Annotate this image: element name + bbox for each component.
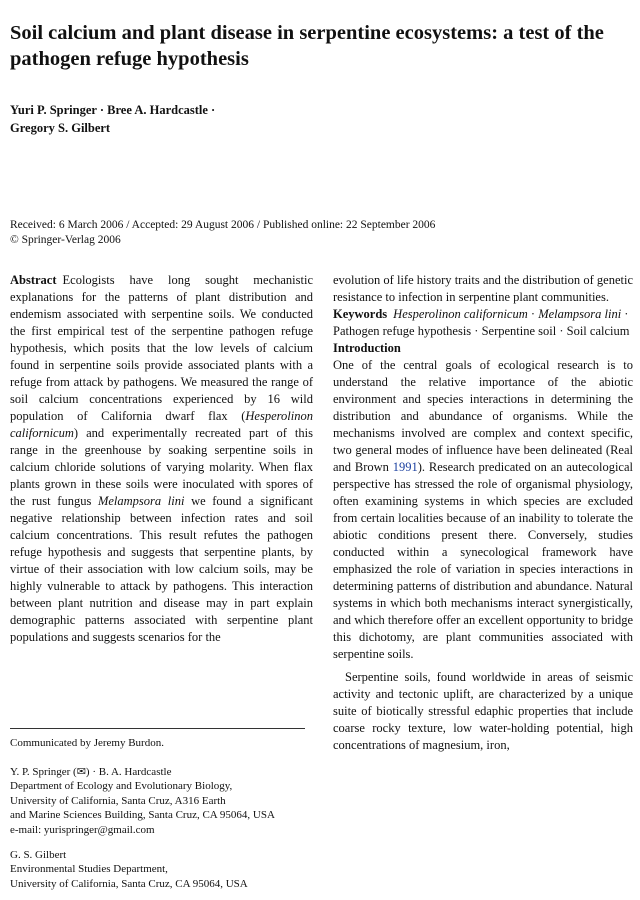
- section-heading: Introduction: [333, 341, 401, 355]
- author-line: Yuri P. Springer · Bree A. Hardcastle ·: [10, 103, 216, 117]
- species-name: Hesperolinon californicum: [10, 409, 313, 440]
- right-column: [333, 272, 633, 754]
- citation-link[interactable]: 1991: [392, 460, 418, 474]
- author-line: Gregory S. Gilbert: [10, 121, 111, 135]
- affiliation-line: University of California, Santa Cruz, A316 Earth: [10, 794, 226, 807]
- footnote-divider: [10, 728, 305, 729]
- abstract-text: Ecologists have long sought mechanistic explanations for the patterns of plant distribution and endemism associated with serpentine soils. We conducted the first empirical test of the serpentine pathogen refuge hypothesis, which posits that the low levels of calcium found in serpentine soils provide associated plants with a refuge from attack by pathogens. We measured the range of soil calcium concentrations experienced by 16 wild population of California dwarf flax (: [10, 273, 313, 423]
- keywords-label: Keywords: [333, 307, 388, 321]
- affiliation-line: Department of Ecology and Evolutionary Biology,: [10, 780, 233, 793]
- paragraph-text: One of the central goals of ecological research is to understand the relative importance of the abiotic environment and species interactions in determining the distribution and abundance of organisms. While the mechanisms involved are complex and context specific, two general modes of influence have been delineated (Real and Brown: [333, 358, 633, 474]
- abstract-text: ) and experimentally recreated part of this range in the greenhouse by soaking serpentine soils in calcium chloride solutions of varying molarity. When flax plants grown in these soils were inoculated with spores of the rust fungus: [10, 426, 313, 508]
- keyword-separator: ·: [527, 307, 539, 321]
- history-dates: Received: 6 March 2006 / Accepted: 29 August 2006 / Published online: 22 September 2006: [10, 219, 436, 231]
- abstract-text: we found a significant negative relationship between infection rates and soil calcium concentrations. This result refutes the pathogen refuge hypothesis and suggests that serpentine plants, by virtue of their association with low calcium soils, may be highly vulnerable to attack by pathogens. This interaction between plant nutrition and disease may in part explain demographic patterns associated with serpentine plant populations and suggests scenarios for the: [10, 494, 313, 644]
- affiliation-line: Environmental Studies Department,: [10, 863, 168, 876]
- affiliation-line: and Marine Sciences Building, Santa Cruz, CA 95064, USA: [10, 809, 275, 822]
- affiliation-line: G. S. Gilbert: [10, 848, 67, 861]
- abstract-label: Abstract: [10, 273, 57, 287]
- abstract: [10, 272, 313, 646]
- communicated-by: Communicated by Jeremy Burdon.: [10, 737, 164, 749]
- keyword: Melampsora lini: [538, 307, 622, 321]
- paragraph-text: ). Research predicated on an autecological perspective has stressed the role of organismal physiology, often examining systems in which species are excluded from certain localities because of an inability to tolerate the abiotic conditions present there. Conversely, studies conducted within a synecological framework have emphasized the role of variation in species interactions in determining patterns of distribution and abundance. Natural systems in which both mechanisms interact synergistically, and which therefore offer an excellent opportunity to bridge this dichotomy, are plant communities associated with serpentine soils.: [333, 460, 633, 661]
- keyword-list: · Pathogen refuge hypothesis · Serpentine soil · Soil calcium: [333, 307, 630, 338]
- article-title: Soil calcium and plant disease in serpentine ecosystems: a test of the pathogen refuge hypothesis: [10, 22, 604, 70]
- affiliation-line: Y. P. Springer (✉) · B. A. Hardcastle: [10, 765, 172, 778]
- footnotes: [10, 736, 310, 891]
- keywords: [333, 306, 633, 340]
- intro-paragraph: Serpentine soils, found worldwide in areas of seismic activity and tectonic uplift, are characterized by a unique suite of biotically stressful edaphic properties that include coarse rocky texture, low water-holding potential, high concentrations of magnesium, iron,: [333, 670, 633, 752]
- intro-paragraph: [333, 357, 633, 663]
- species-name: Melampsora lini: [97, 494, 185, 508]
- affiliation-line: University of California, Santa Cruz, CA 95064, USA: [10, 877, 248, 890]
- keyword: Hesperolinon californicum: [393, 307, 528, 321]
- publication-history: [10, 218, 630, 248]
- left-column: [10, 272, 313, 646]
- author-list: [10, 101, 610, 137]
- copyright: © Springer-Verlag 2006: [10, 234, 121, 246]
- abstract-continued: evolution of life history traits and the distribution of genetic resistance to infection in serpentine plant communities.: [333, 273, 633, 304]
- email-link[interactable]: e-mail: yurispringer@gmail.com: [10, 823, 155, 836]
